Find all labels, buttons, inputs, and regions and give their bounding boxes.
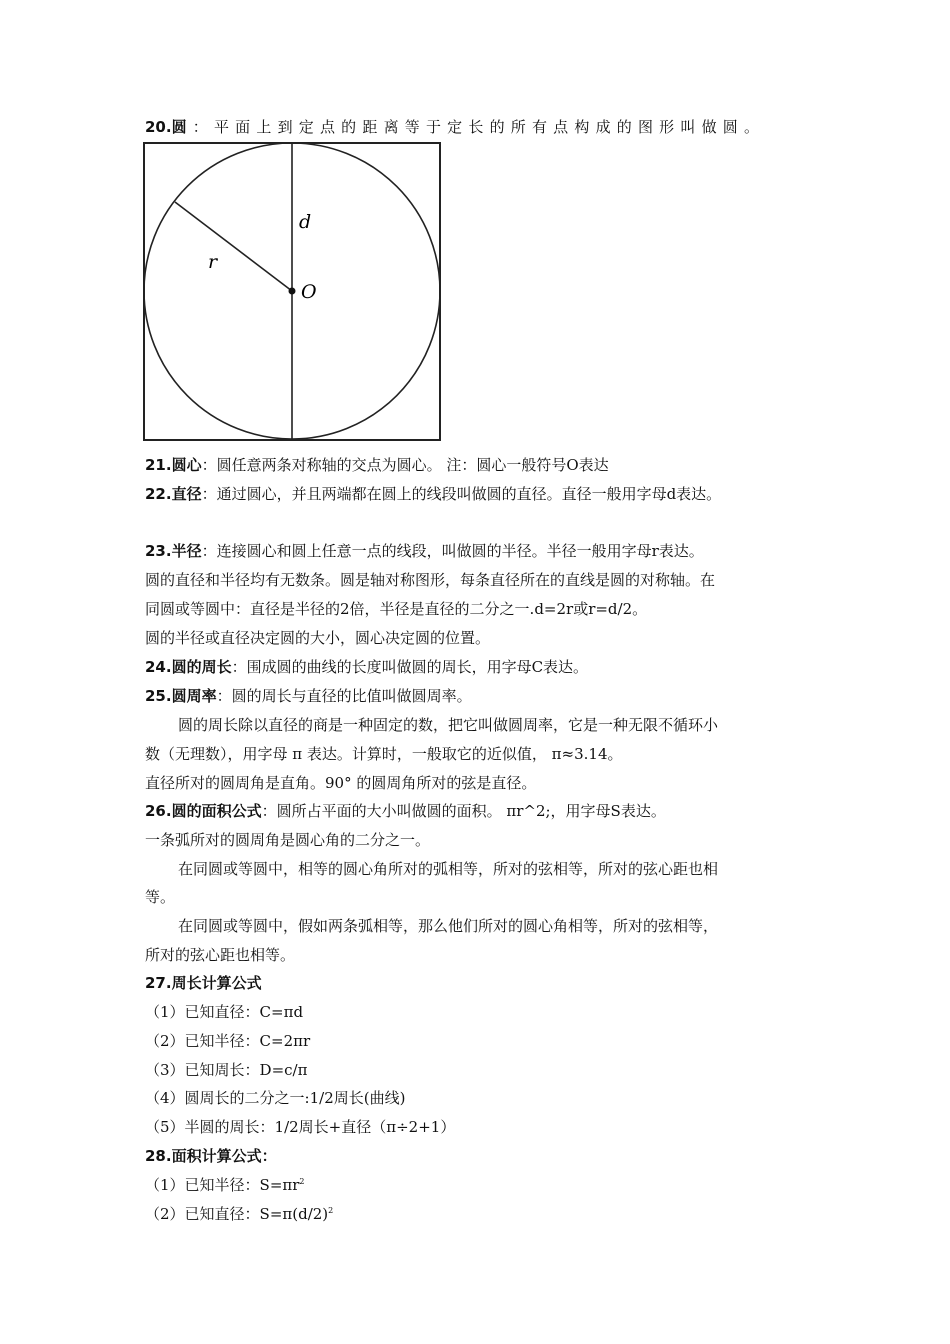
paragraph-line: 一条弧所对的圆周角是圆心角的二分之一。 (145, 831, 431, 849)
paragraph-line: 直径所对的圆周角是直角。90° 的圆周角所对的弦是直径。 (145, 774, 537, 792)
formula-line: （2）已知半径：C=2πr (145, 1032, 311, 1050)
item-26-term: 26.圆的面积公式 (145, 802, 262, 820)
formula-line: （4）圆周长的二分之一:1/2周长(曲线) (145, 1089, 406, 1107)
item-25-line (145, 686, 472, 706)
item-22-definition: ：通过圆心，并且两端都在圆上的线段叫做圆的直径。直径一般用字母d表达。 (201, 485, 722, 503)
item-24-line (145, 657, 588, 677)
item-20-definition: ：平面上到定点的距离等于定长的所有点构成的图形叫做圆。 (192, 118, 766, 136)
circle-figure (143, 142, 441, 441)
item-26-definition: ：圆所占平面的大小叫做圆的面积。 πr^2;，用字母S表达。 (261, 802, 666, 820)
item-27-heading: 27.周长计算公式 (145, 974, 262, 992)
formula-line: （3）已知周长：D=c/π (145, 1061, 308, 1079)
area-formula-line (145, 1175, 305, 1195)
paragraph-line: 数（无理数），用字母 π 表达。计算时，一般取它的近似值， π≈3.14。 (145, 745, 623, 763)
formula-line: （5）半圆的周长：1/2周长+直径（π÷2+1） (145, 1118, 456, 1136)
paragraph-line: 圆的半径或直径决定圆的大小，圆心决定圆的位置。 (145, 629, 491, 647)
item-22-term: 22.直径 (145, 485, 202, 503)
item-25-term: 25.圆周率 (145, 687, 217, 705)
paragraph-line: 在同圆或等圆中，假如两条弧相等，那么他们所对的圆心角相等，所对的弦相等， (178, 917, 719, 935)
superscript: 2 (299, 1177, 305, 1186)
item-28-heading: 28.面积计算公式： (145, 1147, 277, 1165)
paragraph-line: 圆的周长除以直径的商是一种固定的数，把它叫做圆周率，它是一种无限不循环小 (178, 716, 719, 734)
paragraph-line: 所对的弦心距也相等。 (145, 946, 296, 964)
item-23-term: 23.半径 (145, 542, 202, 560)
item-21-term: 21.圆心 (145, 456, 202, 474)
item-23-definition: ：连接圆心和圆上任意一点的线段，叫做圆的半径。半径一般用字母r表达。 (201, 542, 704, 560)
item-20-term: 圆 (171, 118, 193, 136)
label-d: d (299, 211, 312, 233)
item-22-line (145, 484, 721, 504)
center-point (289, 288, 296, 295)
paragraph-line: 圆的直径和半径均有无数条。圆是轴对称图形，每条直径所在的直线是圆的对称轴。在 (145, 571, 716, 589)
item-24-definition: ：围成圆的曲线的长度叫做圆的周长，用字母C表达。 (231, 658, 589, 676)
paragraph-line: 等。 (145, 888, 176, 906)
item-23-line (145, 541, 704, 561)
item-25-definition: ：圆的周长与直径的比值叫做圆周率。 (216, 687, 472, 705)
formula-line: （1）已知直径：C=πd (145, 1003, 304, 1021)
paragraph-line: 在同圆或等圆中，相等的圆心角所对的弧相等，所对的弦相等，所对的弦心距也相 (178, 860, 719, 878)
area-formula-text: （2）已知直径：S=π(d/2) (145, 1205, 329, 1223)
item-20-line (145, 117, 765, 137)
item-20-number: 20. (145, 118, 172, 136)
item-26-line (145, 801, 666, 821)
area-formula-line (145, 1204, 333, 1224)
circle-diagram (143, 142, 441, 441)
paragraph-line: 同圆或等圆中：直径是半径的2倍，半径是直径的二分之一.d=2r或r=d/2。 (145, 600, 648, 618)
item-21-definition: ：圆任意两条对称轴的交点为圆心。 注：圆心一般符号O表达 (201, 456, 609, 474)
item-24-term: 24.圆的周长 (145, 658, 232, 676)
label-r: r (208, 251, 218, 273)
item-21-line (145, 455, 609, 475)
label-o: O (301, 281, 317, 303)
area-formula-text: （1）已知半径：S=πr (145, 1176, 300, 1194)
superscript: 2 (328, 1206, 334, 1215)
